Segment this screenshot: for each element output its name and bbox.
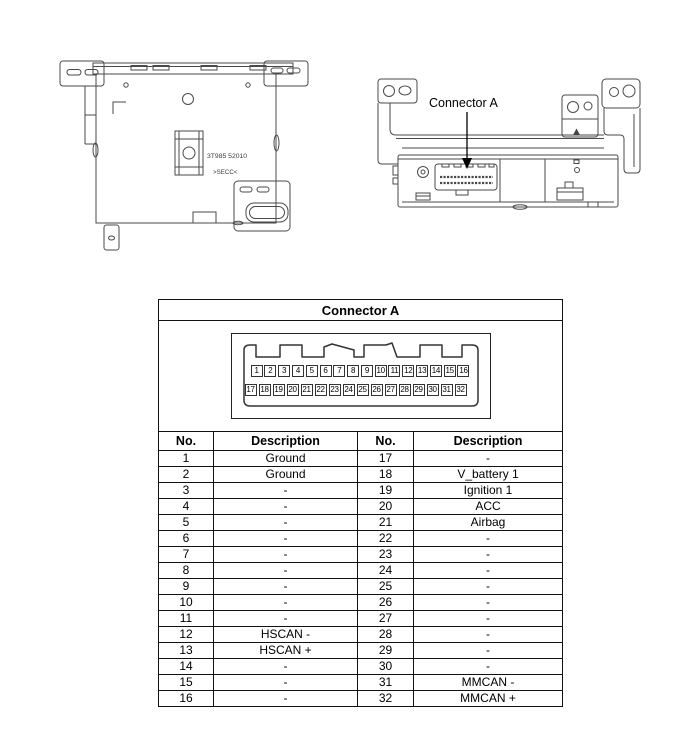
part-number-label: 3T985 52010 bbox=[207, 153, 248, 160]
pin-table-row bbox=[159, 691, 563, 707]
pin-table-row bbox=[159, 451, 563, 467]
col-header-desc-right: Description bbox=[414, 432, 563, 451]
pin-14: 14 bbox=[431, 366, 441, 375]
pin-description-cell: - bbox=[214, 595, 358, 611]
pin-16: 16 bbox=[459, 366, 468, 375]
pin-table-row bbox=[159, 659, 563, 675]
head-unit-rear-view-drawing bbox=[58, 58, 310, 259]
pin-number-cell: 15 bbox=[159, 675, 214, 691]
pin-number-cell: 22 bbox=[358, 531, 414, 547]
head-unit-rear-view-illustration bbox=[58, 58, 310, 254]
pin-table-row bbox=[159, 643, 563, 659]
pin-description-cell: - bbox=[214, 675, 358, 691]
pin-32: 32 bbox=[456, 385, 465, 394]
pin-25: 25 bbox=[358, 385, 367, 394]
pin-number-cell: 24 bbox=[358, 563, 414, 579]
pin-number-cell: 10 bbox=[159, 595, 214, 611]
pin-table-row bbox=[159, 483, 563, 499]
pin-description-cell: Ground bbox=[214, 467, 358, 483]
pin-2: 2 bbox=[264, 365, 276, 377]
pin-29: 29 bbox=[414, 385, 423, 394]
connector-pinout-table bbox=[158, 299, 563, 707]
pin-description-cell: HSCAN - bbox=[214, 627, 358, 643]
pin-3: 3 bbox=[278, 365, 290, 377]
pin-7: 7 bbox=[333, 365, 345, 377]
pin-5: 5 bbox=[306, 365, 318, 377]
connector-diagram-cell bbox=[159, 321, 563, 432]
pin-table-row bbox=[159, 515, 563, 531]
pin-number-cell: 4 bbox=[159, 499, 214, 515]
pin-number-cell: 32 bbox=[358, 691, 414, 707]
pin-description-cell: - bbox=[214, 499, 358, 515]
pin-description-cell: - bbox=[214, 531, 358, 547]
pin-description-cell: Airbag bbox=[414, 515, 563, 531]
pin-number-cell: 25 bbox=[358, 579, 414, 595]
pin-description-cell: MMCAN - bbox=[414, 675, 563, 691]
pin-20: 20 bbox=[288, 385, 297, 394]
pin-number-cell: 12 bbox=[159, 627, 214, 643]
pin-number-cell: 14 bbox=[159, 659, 214, 675]
pin-number-cell: 8 bbox=[159, 563, 214, 579]
pin-30: 30 bbox=[428, 385, 437, 394]
pin-13: 13 bbox=[417, 366, 427, 375]
pin-number-cell: 31 bbox=[358, 675, 414, 691]
pin-26: 26 bbox=[372, 385, 381, 394]
pin-4: 4 bbox=[292, 365, 304, 377]
pin-number-cell: 20 bbox=[358, 499, 414, 515]
pin-number-cell: 3 bbox=[159, 483, 214, 499]
pin-table-row bbox=[159, 595, 563, 611]
pin-description-cell: MMCAN + bbox=[414, 691, 563, 707]
pin-table-row bbox=[159, 611, 563, 627]
head-unit-bottom-view-illustration bbox=[372, 74, 684, 226]
pin-description-cell: - bbox=[414, 531, 563, 547]
pin-27: 27 bbox=[386, 385, 395, 394]
pin-31: 31 bbox=[442, 385, 451, 394]
pin-number-cell: 30 bbox=[358, 659, 414, 675]
pin-6: 6 bbox=[320, 365, 332, 377]
pin-number-cell: 21 bbox=[358, 515, 414, 531]
table-title: Connector A bbox=[159, 300, 563, 321]
pin-table-row bbox=[159, 531, 563, 547]
pin-number-cell: 29 bbox=[358, 643, 414, 659]
pin-row-1 bbox=[251, 365, 470, 377]
table-header-row bbox=[159, 432, 563, 451]
pin-table-row bbox=[159, 563, 563, 579]
pin-table-row bbox=[159, 579, 563, 595]
pin-description-cell: - bbox=[214, 483, 358, 499]
pin-description-cell: - bbox=[414, 643, 563, 659]
pin-description-cell: HSCAN + bbox=[214, 643, 358, 659]
pin-10: 10 bbox=[376, 366, 385, 375]
pin-description-cell: - bbox=[414, 547, 563, 563]
pin-number-cell: 26 bbox=[358, 595, 414, 611]
pin-22: 22 bbox=[316, 385, 325, 394]
pin-description-cell: - bbox=[214, 547, 358, 563]
connector-pin-diagram bbox=[231, 333, 491, 419]
pin-number-cell: 1 bbox=[159, 451, 214, 467]
steel-mark-label: >SECC< bbox=[213, 169, 238, 176]
pin-description-cell: - bbox=[414, 451, 563, 467]
pin-number-cell: 16 bbox=[159, 691, 214, 707]
pin-description-cell: - bbox=[414, 627, 563, 643]
pin-15: 15 bbox=[445, 366, 454, 375]
pin-description-cell: - bbox=[214, 563, 358, 579]
col-header-desc-left: Description bbox=[214, 432, 358, 451]
pin-description-cell: Ignition 1 bbox=[414, 483, 563, 499]
pin-21: 21 bbox=[302, 385, 311, 394]
pin-table-row bbox=[159, 675, 563, 691]
pin-17: 17 bbox=[246, 385, 255, 394]
pin-description-cell: - bbox=[214, 579, 358, 595]
pin-description-cell: - bbox=[414, 579, 563, 595]
pin-description-cell: ACC bbox=[414, 499, 563, 515]
pin-24: 24 bbox=[344, 385, 353, 394]
pin-number-cell: 9 bbox=[159, 579, 214, 595]
pin-description-cell: - bbox=[214, 691, 358, 707]
pin-table-row bbox=[159, 627, 563, 643]
pin-number-cell: 28 bbox=[358, 627, 414, 643]
pin-table-row bbox=[159, 467, 563, 483]
pin-description-cell: - bbox=[414, 595, 563, 611]
pin-number-cell: 11 bbox=[159, 611, 214, 627]
pin-description-cell: Ground bbox=[214, 451, 358, 467]
pin-description-cell: - bbox=[214, 515, 358, 531]
pin-number-cell: 6 bbox=[159, 531, 214, 547]
pin-number-cell: 17 bbox=[358, 451, 414, 467]
pin-28: 28 bbox=[400, 385, 409, 394]
pin-number-cell: 5 bbox=[159, 515, 214, 531]
pin-description-cell: V_battery 1 bbox=[414, 467, 563, 483]
pin-table-row bbox=[159, 499, 563, 515]
pin-description-cell: - bbox=[214, 611, 358, 627]
pin-description-cell: - bbox=[414, 659, 563, 675]
pin-description-cell: - bbox=[414, 563, 563, 579]
pin-1: 1 bbox=[251, 365, 263, 377]
pin-number-cell: 2 bbox=[159, 467, 214, 483]
pin-description-cell: - bbox=[414, 611, 563, 627]
col-header-no-right: No. bbox=[358, 432, 414, 451]
connector-a-callout-arrow bbox=[462, 112, 472, 169]
pin-23: 23 bbox=[330, 385, 339, 394]
pin-12: 12 bbox=[404, 366, 413, 375]
pin-number-cell: 19 bbox=[358, 483, 414, 499]
pin-number-cell: 18 bbox=[358, 467, 414, 483]
pin-9: 9 bbox=[361, 365, 373, 377]
pin-row-2 bbox=[245, 384, 467, 396]
pin-table-row bbox=[159, 547, 563, 563]
pin-table-body bbox=[159, 451, 563, 707]
pin-8: 8 bbox=[347, 365, 359, 377]
connector-a-callout-label: Connector A bbox=[429, 96, 498, 110]
pin-number-cell: 7 bbox=[159, 547, 214, 563]
col-header-no-left: No. bbox=[159, 432, 214, 451]
pin-11: 11 bbox=[388, 365, 400, 377]
pin-number-cell: 27 bbox=[358, 611, 414, 627]
head-unit-bottom-view-drawing bbox=[372, 74, 684, 231]
pin-description-cell: - bbox=[214, 659, 358, 675]
pin-18: 18 bbox=[260, 385, 269, 394]
pin-number-cell: 13 bbox=[159, 643, 214, 659]
pin-19: 19 bbox=[274, 385, 283, 394]
pin-number-cell: 23 bbox=[358, 547, 414, 563]
